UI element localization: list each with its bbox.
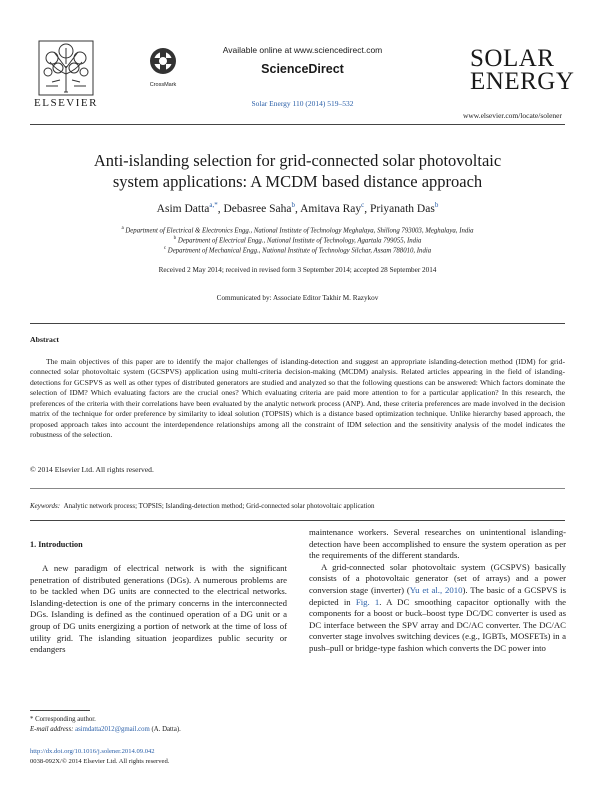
author-name: Priyanath Das: [369, 202, 435, 215]
author-marks[interactable]: c: [361, 201, 365, 209]
title-line-1: Anti-islanding selection for grid-connected solar photovoltaic: [93, 151, 502, 170]
available-online: Available online at www.sciencedirect.com: [222, 45, 383, 55]
keywords-divider-top: [30, 488, 565, 489]
citation-link[interactable]: Yu et al., 2010: [409, 584, 463, 595]
journal-url[interactable]: www.elsevier.com/locate/solener: [462, 111, 562, 120]
publisher-wordmark: ELSEVIER: [34, 97, 98, 109]
communicated-by: Communicated by: Associate Editor Takhir M. Razykov: [216, 294, 379, 302]
author-marks[interactable]: a,*: [209, 201, 218, 209]
author-marks[interactable]: b: [291, 201, 295, 209]
title-divider: [30, 323, 565, 324]
corresponding-author-note: * Corresponding author.: [30, 716, 96, 723]
crossmark-label: CrossMark: [149, 82, 177, 88]
abstract-text: The main objectives of this paper are to identify the major challenges of islanding-detection and suggest an appropriate islanding-detection method (IDM) for grid-connected solar photovoltaic system (GCSPVS) application using multi-criteria decision-making (MCDM) analysis. Related articles appearing in the field of islanding-detections for GCSPVS as well as other types of distributed generators are studied and analyzed so that the following questions can be answered: Which factors dominate the selection of IDM? Which evaluating factors are the crucial ones? Which evaluating criteria are paid more attention to for a particular application? In this research, the preferences of the criteria with their correlations have been evaluated by the analytic network process (ANP). And, these criteria preferences are made involved in the decision matrix of the technique for order preference by similarity to ideal solution (TOPSIS) which is a distance based optimization technique. Unlike hierarchy based approach, the proposed approach takes into account the interdependence relationships among all the constraint of IDM selection and the sensitivity analysis of the model indicates the robustness of the selection.: [30, 357, 565, 440]
right-column: [309, 527, 566, 655]
affiliation: [40, 226, 555, 234]
email-label: E-mail address:: [30, 726, 74, 733]
journal-reference-link[interactable]: Solar Energy 110 (2014) 519–532: [251, 99, 354, 108]
affiliation-text: Department of Electrical & Electronics Engg., National Institute of Technology Meghalaya, Shillong 793003, Meghalaya, India: [125, 227, 474, 235]
affiliation-mark: b: [173, 236, 177, 241]
title-line-2: system applications: A MCDM based distance approach: [112, 172, 483, 191]
keywords-divider-bottom: [30, 520, 565, 521]
journal-name-line1: SOLAR: [470, 45, 555, 72]
crossmark-icon: [148, 46, 178, 76]
journal-name: [470, 45, 575, 95]
keywords: [30, 502, 565, 510]
abstract-heading: Abstract: [30, 335, 60, 344]
affiliation-mark: c: [163, 246, 167, 251]
paragraph: [309, 562, 566, 655]
journal-name-line2: ENERGY: [470, 68, 575, 95]
keywords-text: Analytic network process; TOPSIS; Islanding-detection method; Grid-connected solar photovoltaic application: [63, 502, 375, 510]
author-name: Amitava Ray: [300, 202, 362, 215]
affiliation-mark: a: [121, 226, 124, 231]
text-run: . A DC smoothing capacitor optionally with the components for a boost or buck–boost type DC/DC converter is used as DC interface between the SPV array and DC/AC converter. The DC/AC converter stage involves switching devices (e.g., IGBTs, MOSFETs) in a push–pull or bridge-type fashion which converts the DC power into: [309, 596, 566, 653]
figure-link[interactable]: Fig. 1: [355, 596, 380, 607]
abstract-copyright: © 2014 Elsevier Ltd. All rights reserved.: [30, 465, 154, 474]
text-run: A grid-connected solar photovoltaic system (GCSPVS) basically consists of a photovoltaic generator (set of arrays) and a power conversion stage (inverter) (: [309, 561, 566, 595]
email-owner: (A. Datta).: [151, 726, 181, 733]
affiliation-text: Department of Mechanical Engg., National Institute of Technology Silchar, Assam 788010, India: [167, 247, 432, 255]
issn-copyright: 0038-092X/© 2014 Elsevier Ltd. All rights reserved.: [30, 758, 170, 765]
text-run: ). The basic of a GCSPVS is depicted in: [309, 584, 566, 607]
paragraph: maintenance workers. Several researches on unintentional islanding-detection have been accomplished to ensure the system operation as per the requirements of the different standards.: [309, 527, 566, 561]
paragraph: A new paradigm of electrical network is with the significant penetration of distributed generations (DGs). A numerous problems are to be tackled when DG units are connected to the electrical networks. Islanding-detection is one of the primary concerns in the interconnected DGs. Islanding is defined as the continued operation of a DG unit or a group of DG units energizing a portion of network at the time of loss of utility grid. The islanding situation jeopardizes public security or endangers: [30, 563, 287, 655]
author-name: Debasree Saha: [223, 202, 292, 215]
received-dates: Received 2 May 2014; received in revised form 3 September 2014; accepted 28 September 2014: [158, 266, 437, 274]
article-title: [40, 150, 555, 192]
affiliation-text: Department of Electrical Engg., National Institute of Technology, Agartala 799055, India: [177, 237, 422, 245]
crossmark-badge[interactable]: [145, 46, 181, 88]
elsevier-logo: [30, 40, 102, 109]
keywords-label: Keywords:: [30, 502, 61, 510]
elsevier-tree-icon: [38, 40, 94, 96]
doi-link[interactable]: http://dx.doi.org/10.1016/j.solener.2014.09.042: [30, 748, 155, 755]
affiliation: [40, 236, 555, 244]
left-column: [30, 563, 287, 656]
sciencedirect-wordmark: ScienceDirect: [261, 62, 344, 76]
footnote-divider: [30, 710, 90, 711]
header-divider: [30, 124, 565, 125]
author-list: Asim Datta$^{a,*}$, Debasree Saha$^b$, Amitava Ray$^c$, Priyanath Das$^b$: [156, 201, 439, 215]
email-link[interactable]: asimdatta2012@gmail.com: [75, 726, 150, 733]
affiliation: [40, 246, 555, 254]
section-heading-introduction: 1. Introduction: [30, 540, 83, 549]
author-marks[interactable]: b: [434, 201, 439, 209]
author-name: Asim Datta: [156, 202, 210, 215]
email-footnote: [30, 726, 287, 733]
